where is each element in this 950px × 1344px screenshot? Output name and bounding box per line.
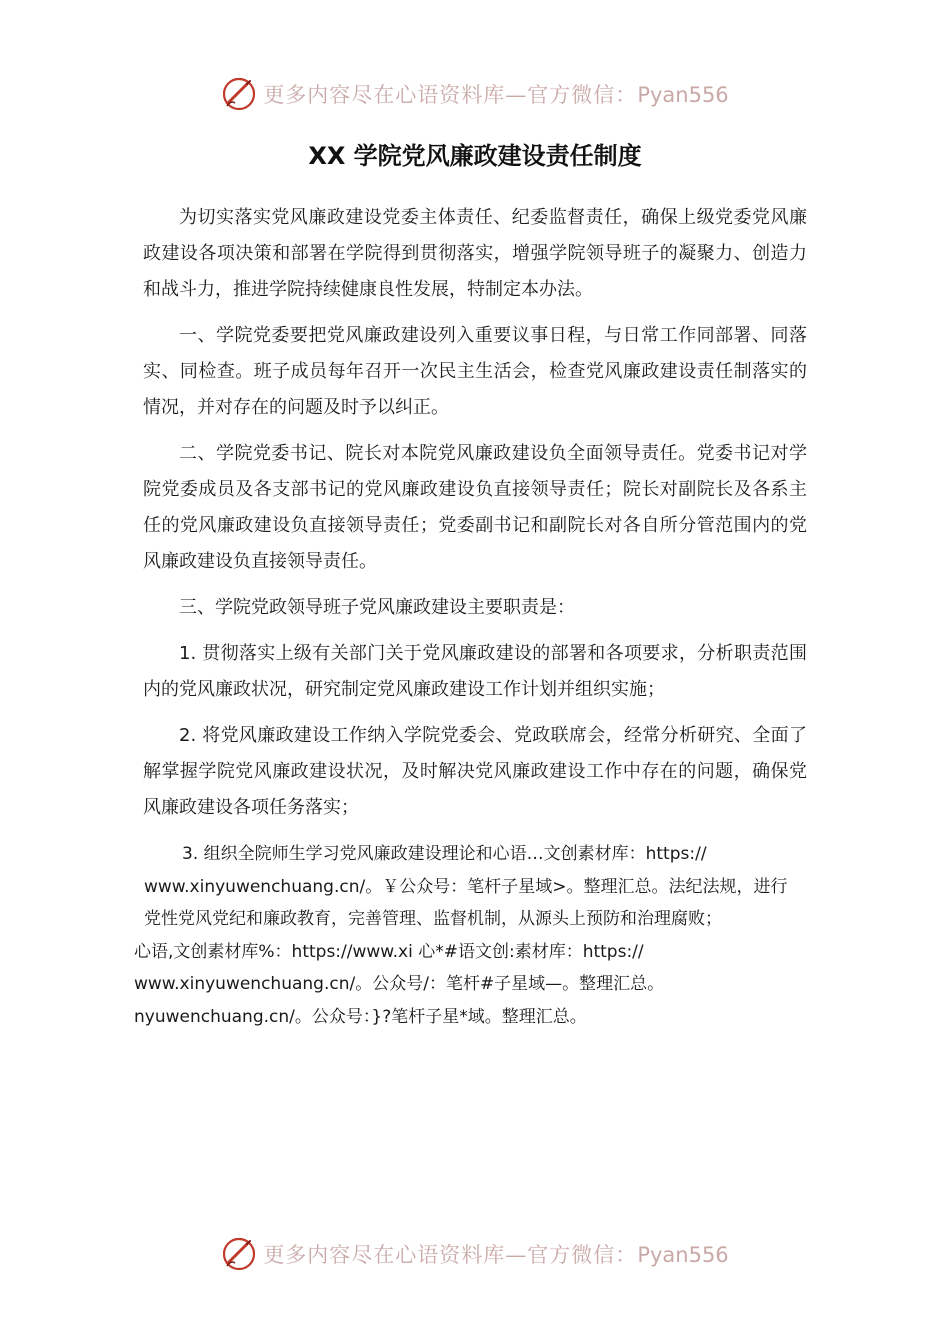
noise-line: 心语,文创素材库%：https://www.xi 心*#语文创:素材库：https:// [134, 941, 644, 962]
brand-logo-icon [221, 76, 257, 112]
paragraph-section-1: 一、学院党委要把党风廉政建设列入重要议事日程，与日常工作同部署、同落实、同检查。班子成员每年召开一次民主生活会，检查党风廉政建设责任制落实的情况，并对存在的问题及时予以纠正。 [143, 325, 807, 418]
header-banner-text [263, 79, 728, 109]
paragraph-item-2: 2. 将党风廉政建设工作纳入学院党委会、党政联席会，经常分析研究、全面了解掌握学院党风廉政建设状况，及时解决党风廉政建设工作中存在的问题，确保党风廉政建设各项任务落实； [143, 725, 807, 818]
noise-line: 党性党风党纪和廉政教育，完善管理、监督机制，从源头上预防和治理腐败； [144, 909, 722, 929]
footer-brand-text: 更多内容尽在心语资料库—官方微信： [263, 1243, 638, 1267]
footer-wechat-id: Pyan556 [637, 1243, 729, 1267]
header-brand-text: 更多内容尽在心语资料库—官方微信： [263, 83, 638, 107]
header-banner [0, 72, 950, 116]
noise-line: nyuwenchuang.cn/。公众号：}?笔杆子星*域。整理汇总。 [134, 1006, 587, 1027]
footer-banner [0, 1232, 950, 1276]
paragraph-intro: 为切实落实党风廉政建设党委主体责任、纪委监督责任，确保上级党委党风廉政建设各项决策和部署在学院得到贯彻落实，增强学院领导班子的凝聚力、创造力和战斗力，推进学院持续健康良性发展，特制定本办法。 [143, 207, 807, 300]
document-title: XX 学院党风廉政建设责任制度 [308, 142, 642, 170]
document-body [143, 200, 807, 836]
footer-banner-text [263, 1239, 728, 1269]
item-3-watermark-block [134, 838, 814, 1033]
noise-line: www.xinyuwenchuang.cn/。公众号/：笔杆#子星域—。整理汇总。 [134, 974, 665, 994]
noise-line: www.xinyuwenchuang.cn/。￥公众号：笔杆子星域>。整理汇总。法纪法规，进行 [144, 876, 788, 897]
noise-line: 3. 组织全院师生学习党风廉政建设理论和心语…文创素材库：https:// [182, 844, 707, 864]
paragraph-section-2: 二、学院党委书记、院长对本院党风廉政建设负全面领导责任。党委书记对学院党委成员及各支部书记的党风廉政建设负直接领导责任；院长对副院长及各系主任的党风廉政建设负直接领导责任；党委副书记和副院长对各自所分管范围内的党风廉政建设负直接领导责任。 [143, 443, 807, 572]
paragraph-item-1: 1. 贯彻落实上级有关部门关于党风廉政建设的部署和各项要求，分析职责范围内的党风廉政状况，研究制定党风廉政建设工作计划并组织实施； [143, 643, 807, 700]
brand-logo-icon [221, 1236, 257, 1272]
paragraph-section-3-heading: 三、学院党政领导班子党风廉政建设主要职责是： [179, 597, 575, 618]
header-wechat-id: Pyan556 [637, 83, 729, 107]
